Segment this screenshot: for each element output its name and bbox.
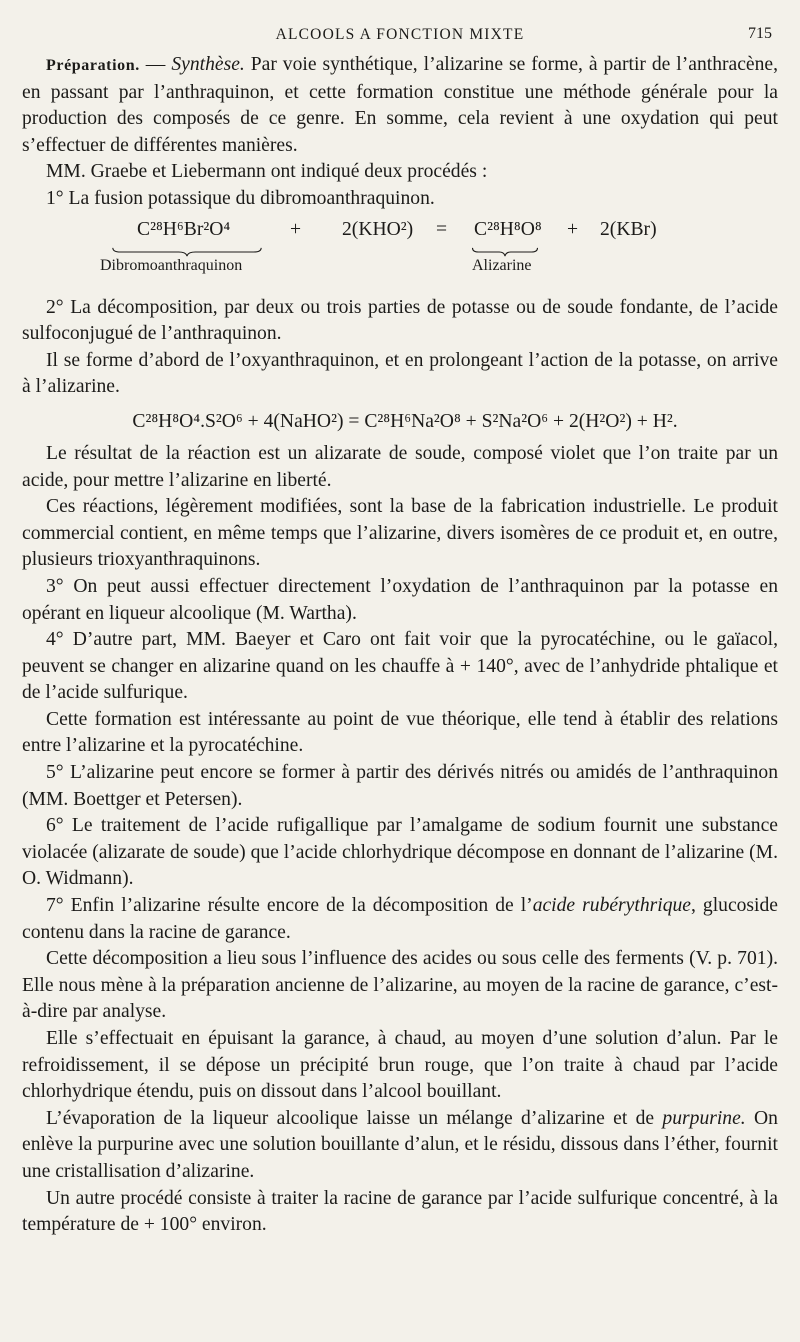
- underbrace-alizarine: [465, 247, 545, 257]
- paragraph-procede-1: 1° La fusion potassique du dibromoanthraquinon.: [46, 187, 435, 209]
- section-lead: Préparation.: [46, 57, 140, 74]
- paragraph-procede-2: 2° La décomposition, par deux ou trois parties de potasse ou de soude fondante, de l’acide sulfoconjugué de l’anthraquinon.: [22, 296, 778, 345]
- paragraph-procede-3: 3° On peut aussi effectuer directement l’oxydation de l’anthraquinon par la potasse en opérant en liqueur alcoolique (M. Wartha).: [22, 575, 778, 624]
- paragraph-alizarate: Le résultat de la réaction est un alizarate de soude, composé violet que l’on traite par un acide, pour mettre l’alizarine en liberté.: [22, 442, 778, 491]
- paragraph-industrielle: Ces réactions, légèrement modifiées, sont la base de la fabrication industrielle. Le produit commercial contient, en même temps que l’alizarine, divers isomères de ce produit et, en outre, plusieurs trioxyanthraquinons.: [22, 496, 778, 571]
- italic-term: purpurine.: [662, 1107, 746, 1129]
- underbrace-dibromo: [97, 247, 277, 257]
- paragraph-procede-7: [22, 893, 778, 946]
- subsection-synthese: Synthèse.: [171, 54, 245, 75]
- page-number: 715: [748, 25, 772, 42]
- caption-dibromoanthraquinon: Dibromoanthraquinon: [100, 256, 243, 274]
- paragraph-graebe: MM. Graebe et Liebermann ont indiqué deux procédés :: [46, 161, 488, 183]
- page-header: [22, 20, 778, 50]
- paragraph-procede-4: 4° D’autre part, MM. Baeyer et Caro ont fait voir que la pyrocatéchine, ou le gaïacol, peuvent se changer en alizarine quand on les chauffe à + 140°, avec de l’anhydride phtalique et de l’acide sulfurique.: [22, 629, 778, 704]
- lead-dash: —: [139, 54, 172, 75]
- equals-sign: =: [436, 218, 448, 240]
- paragraph-text: Par voie synthétique, l’alizarine se forme, à partir de l’anthracène, en passant par l’anthraquinon, et cette formation constitue une méthode générale pour la production des composés de ce genre. En somme, cela revient à une oxydation qui peut s’effectuer de différentes manières.: [22, 54, 779, 156]
- paragraph-alun: Elle s’effectuait en épuisant la garance, à chaud, au moyen d’une solution d’alun. Par le refroidissement, il se dépose un précipité brun rouge, que l’on traite à chaud par l’acide chlorhydrique étendu, puis on dissout dans l’alcool bouillant.: [22, 1028, 778, 1103]
- paragraph-autre-procede: Un autre procédé consiste à traiter la racine de garance par l’acide sulfurique concentré, à la température de + 100° environ.: [22, 1187, 778, 1236]
- paragraph-text: On enlève la purpurine avec une solution bouillante d’alun, et le résidu, dissous dans l’éther, fournit une cristallisation d’alizarine.: [22, 1107, 778, 1182]
- plus-sign: +: [567, 218, 579, 240]
- plus-sign: +: [290, 218, 302, 240]
- formula-dibromoanthraquinon: C²⁸H⁶Br²O⁴: [137, 218, 231, 240]
- paragraph-preparation: [22, 52, 778, 159]
- equation-sulfoconjugue: C²⁸H⁸O⁴.S²O⁶ + 4(NaHO²) = C²⁸H⁶Na²O⁸ + S²Na²O⁶ + 2(H²O²) + H².: [132, 410, 678, 432]
- formula-kbr: 2(KBr): [600, 218, 657, 240]
- paragraph-theorique: Cette formation est intéressante au point de vue théorique, elle tend à établir des relations entre l’alizarine et la pyrocatéchine.: [22, 708, 778, 757]
- paragraph-text: 7° Enfin l’alizarine résulte encore de la décomposition de l’: [46, 895, 533, 917]
- paragraph-text: L’évaporation de la liqueur alcoolique laisse un mélange d’alizarine et de: [46, 1107, 663, 1129]
- equation-fusion-potassique: [22, 217, 778, 291]
- paragraph-oxyanthraquinon: Il se forme d’abord de l’oxyanthraquinon, et en prolongeant l’action de la potasse, on arrive à l’alizarine.: [22, 349, 778, 398]
- body-text: [22, 52, 778, 1239]
- paragraph-procede-5: 5° L’alizarine peut encore se former à partir des dérivés nitrés ou amidés de l’anthraquinon (MM. Boettger et Petersen).: [22, 762, 778, 810]
- caption-alizarine: Alizarine: [472, 256, 532, 274]
- formula-alizarine: C²⁸H⁸O⁸: [474, 218, 542, 240]
- formula-kho: 2(KHO²): [342, 218, 414, 240]
- paragraph-text: , glucoside contenu dans la racine de garance.: [22, 895, 778, 943]
- paragraph-purpurine: [22, 1106, 778, 1186]
- italic-term: acide rubérythrique: [532, 895, 691, 917]
- paragraph-procede-6: 6° Le traitement de l’acide rufigallique par l’amalgame de sodium fournit une substance violacée (alizarate de soude) que l’acide chlorhydrique décompose en donnant de l’alizarine (M. O. Widmann).: [22, 815, 778, 890]
- paragraph-decomposition: Cette décomposition a lieu sous l’influence des acides ou sous celle des ferments (V. p. 701). Elle nous mène à la préparation ancienne de l’alizarine, au moyen de la racine de garance, c’est-à-dire par analyse.: [22, 948, 778, 1023]
- running-head: ALCOOLS A FONCTION MIXTE: [275, 26, 525, 43]
